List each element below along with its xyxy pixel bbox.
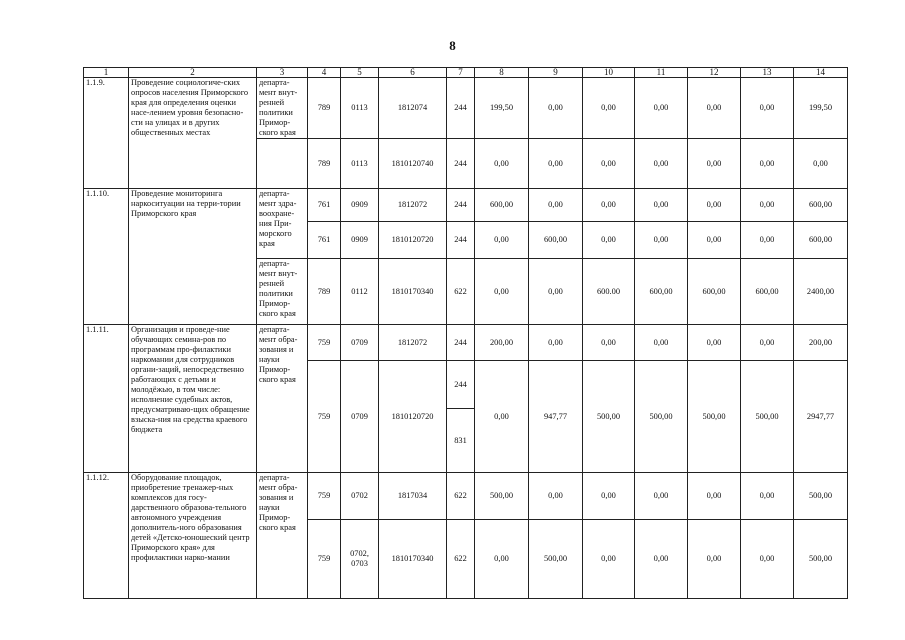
cell-value: 0,00 — [635, 222, 688, 259]
cell-value: 0,00 — [475, 520, 529, 599]
cell-type: 622 — [447, 259, 475, 325]
cell-value: 600,00 — [688, 259, 741, 325]
cell-value: 0,00 — [688, 189, 741, 222]
cell-ministry: 789 — [308, 78, 341, 139]
cell-type: 244 — [447, 139, 475, 189]
cell-value: 0,00 — [741, 189, 794, 222]
cell-value: 947,77 — [529, 361, 583, 473]
row-name: Проведение мониторинга наркоситуации на терри-тории Приморского края — [129, 189, 257, 325]
cell-value: 600,00 — [635, 259, 688, 325]
cell-section: 0702 — [341, 473, 379, 520]
cell-target: 1812074 — [379, 78, 447, 139]
cell-section — [341, 520, 379, 599]
cell-type: 244 — [447, 78, 475, 139]
cell-ministry: 789 — [308, 259, 341, 325]
cell-value: 0,00 — [741, 222, 794, 259]
cell-value: 600,00 — [475, 189, 529, 222]
cell-value: 0,00 — [475, 361, 529, 473]
cell-total: 600,00 — [794, 222, 848, 259]
header-cell: 5 — [341, 68, 379, 78]
row-code: 1.1.10. — [84, 189, 129, 325]
cell-value: 500,00 — [529, 520, 583, 599]
cell-value: 0,00 — [529, 139, 583, 189]
cell-type: 244 — [447, 325, 475, 361]
row-name: Оборудование площадок, приобретение тренажер-ных комплексов для госу-дарственного образова-тельного автономного учреждения дополнитель-ного образования детей «Детско-юношеский центр Приморского края» для профилактики нарко-мании — [129, 473, 257, 599]
row-executor: департа-мент внут-ренней политики Примор-ского края — [257, 78, 308, 139]
cell-value: 0,00 — [529, 325, 583, 361]
cell-value: 0,00 — [741, 473, 794, 520]
cell-type: 622 — [447, 520, 475, 599]
cell-target: 1810120720 — [379, 222, 447, 259]
header-cell: 4 — [308, 68, 341, 78]
cell-value: 0,00 — [688, 325, 741, 361]
cell-value: 600.00 — [583, 259, 635, 325]
cell-value: 0,00 — [635, 520, 688, 599]
cell-value: 500,00 — [741, 361, 794, 473]
cell-type: 244 — [447, 361, 475, 409]
header-cell: 8 — [475, 68, 529, 78]
cell-value: 199,50 — [475, 78, 529, 139]
section-line: 0702, — [350, 549, 369, 558]
cell-target: 1812072 — [379, 325, 447, 361]
cell-value: 0,00 — [635, 325, 688, 361]
row-name: Организация и проведе-ние обучающих семина-ров по программам про-филактики наркомании для сотрудников органи-заций, непосредственно работающих с детьми и молодёжью, в том числе: исполнение судебных актов, предусматриваю-щих обращение взыска-ния на средства краевого бюджета — [129, 325, 257, 473]
cell-section: 0113 — [341, 139, 379, 189]
header-cell: 1 — [84, 68, 129, 78]
cell-value: 0,00 — [475, 259, 529, 325]
cell-target: 1810120720 — [379, 361, 447, 473]
header-cell: 7 — [447, 68, 475, 78]
header-cell: 11 — [635, 68, 688, 78]
cell-total: 500,00 — [794, 473, 848, 520]
row-code: 1.1.9. — [84, 78, 129, 189]
cell-section: 0709 — [341, 325, 379, 361]
header-cell: 10 — [583, 68, 635, 78]
cell-value: 0,00 — [635, 189, 688, 222]
row-code: 1.1.12. — [84, 473, 129, 599]
header-cell: 3 — [257, 68, 308, 78]
cell-target: 1812072 — [379, 189, 447, 222]
cell-total: 200,00 — [794, 325, 848, 361]
row-executor: департа-мент внут-ренней политики Примор-ского края — [257, 259, 308, 325]
table-row — [84, 325, 848, 361]
cell-value: 500,00 — [635, 361, 688, 473]
page-number: 8 — [449, 38, 456, 53]
cell-value: 0,00 — [583, 473, 635, 520]
cell-target: 1810170340 — [379, 259, 447, 325]
cell-section: 0113 — [341, 78, 379, 139]
header-cell: 14 — [794, 68, 848, 78]
cell-value: 0,00 — [583, 325, 635, 361]
cell-value: 0,00 — [529, 259, 583, 325]
cell-value: 200,00 — [475, 325, 529, 361]
cell-total: 0,00 — [794, 139, 848, 189]
cell-value: 0,00 — [583, 222, 635, 259]
header-row — [84, 68, 848, 78]
table-row — [84, 78, 848, 139]
cell-value: 0,00 — [529, 189, 583, 222]
cell-value: 500,00 — [583, 361, 635, 473]
cell-value: 0,00 — [688, 78, 741, 139]
cell-total: 2400,00 — [794, 259, 848, 325]
cell-type: 244 — [447, 189, 475, 222]
cell-ministry: 761 — [308, 222, 341, 259]
cell-value: 0,00 — [583, 520, 635, 599]
cell-type: 244 — [447, 222, 475, 259]
budget-table — [83, 67, 848, 599]
cell-total: 500,00 — [794, 520, 848, 599]
header-cell: 2 — [129, 68, 257, 78]
cell-value: 0,00 — [529, 473, 583, 520]
cell-value: 0,00 — [475, 139, 529, 189]
header-cell: 6 — [379, 68, 447, 78]
cell-value: 0,00 — [635, 473, 688, 520]
cell-value: 0,00 — [635, 78, 688, 139]
header-cell: 13 — [741, 68, 794, 78]
cell-value: 0,00 — [688, 222, 741, 259]
cell-value: 0,00 — [688, 139, 741, 189]
cell-ministry: 759 — [308, 473, 341, 520]
cell-ministry: 761 — [308, 189, 341, 222]
cell-value: 0,00 — [741, 78, 794, 139]
row-executor: департа-мент обра-зования и науки Примор-ского края — [257, 473, 308, 599]
table-row — [84, 189, 848, 222]
cell-section: 0709 — [341, 361, 379, 473]
cell-target: 1817034 — [379, 473, 447, 520]
cell-value: 500,00 — [475, 473, 529, 520]
cell-type: 831 — [447, 409, 475, 473]
row-executor: департа-мент обра-зования и науки Примор-ского края — [257, 325, 308, 473]
cell-section: 0909 — [341, 222, 379, 259]
row-name: Проведение социологиче-ских опросов населения Приморского края для определения оценки насе-лением уровня безопасно-сти на улицах и в других общественных местах — [129, 78, 257, 189]
cell-value: 0,00 — [741, 139, 794, 189]
section-line: 0703 — [351, 559, 368, 568]
cell-value: 0,00 — [688, 473, 741, 520]
cell-total: 2947,77 — [794, 361, 848, 473]
cell-total: 600,00 — [794, 189, 848, 222]
cell-value: 0,00 — [741, 520, 794, 599]
header-cell: 9 — [529, 68, 583, 78]
cell-target: 1810170340 — [379, 520, 447, 599]
cell-value: 0,00 — [583, 139, 635, 189]
cell-section: 0909 — [341, 189, 379, 222]
cell-ministry: 789 — [308, 139, 341, 189]
cell-type: 622 — [447, 473, 475, 520]
row-code: 1.1.11. — [84, 325, 129, 473]
cell-value: 0,00 — [635, 139, 688, 189]
cell-target: 1810120740 — [379, 139, 447, 189]
row-executor: департа-мент здра-воохране-ния При-морского края — [257, 189, 308, 259]
header-cell: 12 — [688, 68, 741, 78]
cell-value: 600,00 — [741, 259, 794, 325]
cell-value: 0,00 — [583, 189, 635, 222]
cell-value: 500,00 — [688, 361, 741, 473]
cell-value: 0,00 — [475, 222, 529, 259]
cell-ministry: 759 — [308, 361, 341, 473]
cell-value: 0,00 — [583, 78, 635, 139]
cell-ministry: 759 — [308, 520, 341, 599]
cell-value: 600,00 — [529, 222, 583, 259]
cell-value: 0,00 — [688, 520, 741, 599]
cell-section: 0112 — [341, 259, 379, 325]
cell-total: 199,50 — [794, 78, 848, 139]
cell-ministry: 759 — [308, 325, 341, 361]
table-row — [84, 473, 848, 520]
cell-value: 0,00 — [529, 78, 583, 139]
cell-value: 0,00 — [741, 325, 794, 361]
row-executor — [257, 139, 308, 189]
